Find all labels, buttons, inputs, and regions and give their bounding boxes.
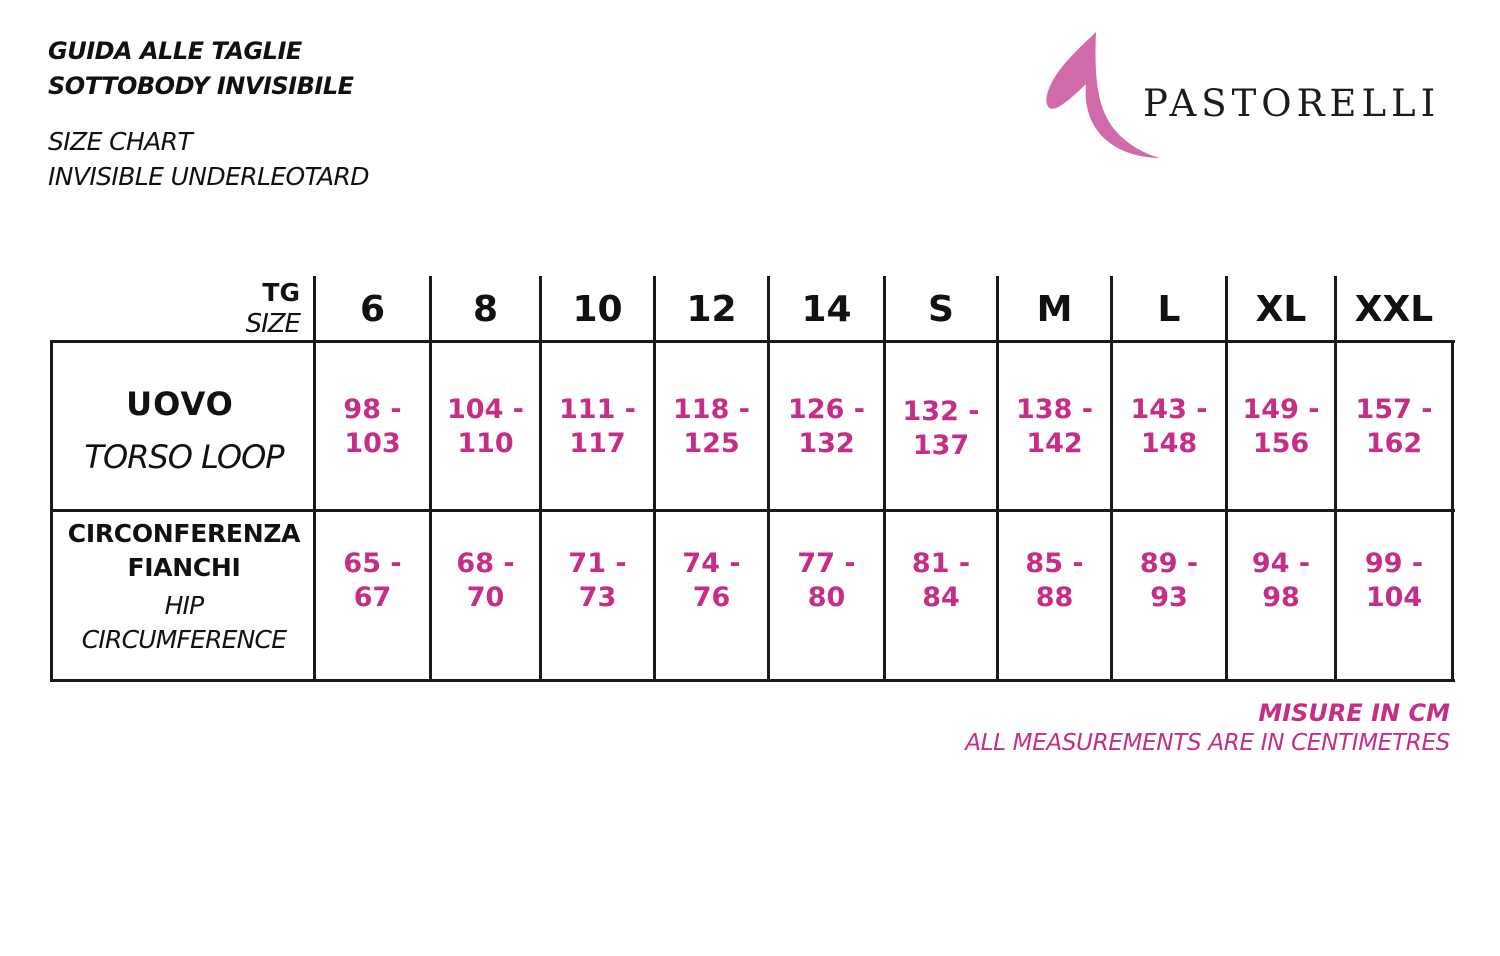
torso-loop-cell: 98 - 103 bbox=[343, 394, 402, 459]
row-label-torso-italian: UOVO bbox=[126, 385, 234, 423]
row-label-hip-english-line1: HIP bbox=[164, 591, 204, 620]
torso-loop-cell: 111 - 117 bbox=[559, 394, 636, 459]
size-header-12: 12 bbox=[686, 289, 737, 330]
hip-circumference-cell: 81 - 84 bbox=[911, 548, 971, 613]
size-label-italian: TG bbox=[262, 278, 300, 307]
row-label-hip-italian bbox=[53, 517, 315, 585]
hip-circumference-cell: 99 - 104 bbox=[1364, 548, 1424, 613]
torso-loop-cell: 138 - 142 bbox=[1016, 394, 1093, 459]
row-label-hip-english-line2: CIRCUMFERENCE bbox=[81, 625, 287, 654]
hip-circumference-cell: 85 - 88 bbox=[1025, 548, 1084, 613]
size-header-10: 10 bbox=[572, 289, 623, 330]
torso-loop-cell: 126 - 132 bbox=[788, 394, 865, 459]
size-header-8: 8 bbox=[472, 289, 499, 330]
hip-circumference-cell: 74 - 76 bbox=[682, 548, 741, 613]
size-header-14: 14 bbox=[801, 289, 852, 330]
size-header-m: M bbox=[1036, 289, 1073, 330]
torso-loop-cell: 149 - 156 bbox=[1242, 394, 1320, 459]
size-header-6: 6 bbox=[359, 289, 386, 330]
units-note-english: ALL MEASUREMENTS ARE IN CENTIMETRES bbox=[965, 730, 1450, 756]
torso-loop-cell: 143 - 148 bbox=[1130, 394, 1208, 459]
torso-loop-cell: 157 - 162 bbox=[1355, 394, 1433, 459]
torso-loop-cell: 132 - 137 bbox=[902, 396, 980, 461]
hip-circumference-cell: 65 - 67 bbox=[343, 548, 402, 613]
row-label-hip-english bbox=[53, 589, 315, 657]
size-label-english: SIZE bbox=[245, 309, 300, 339]
torso-loop-cell: 104 - 110 bbox=[447, 394, 524, 459]
size-header-l: L bbox=[1157, 289, 1181, 330]
title-english-line2: INVISIBLE UNDERLEOTARD bbox=[48, 162, 369, 191]
table-border-bottom bbox=[50, 679, 1455, 682]
title-italian-line1: GUIDA ALLE TAGLIE bbox=[48, 37, 302, 65]
hip-circumference-cell: 77 - 80 bbox=[797, 548, 856, 613]
hip-circumference-cell: 68 - 70 bbox=[456, 548, 515, 613]
title-english-line1: SIZE CHART bbox=[48, 127, 193, 156]
brand-logo bbox=[1040, 28, 1460, 163]
units-note-italian: MISURE IN CM bbox=[1258, 699, 1450, 727]
title-block bbox=[48, 34, 568, 194]
row-label-torso-english: TORSO LOOP bbox=[84, 438, 284, 476]
size-header-xl: XL bbox=[1255, 289, 1307, 330]
size-header-s: S bbox=[928, 289, 954, 330]
title-italian-line2: SOTTOBODY INVISIBILE bbox=[48, 72, 354, 100]
row-label-hip-italian-line2: FIANCHI bbox=[127, 553, 241, 582]
hip-circumference-cell: 71 - 73 bbox=[568, 548, 627, 613]
size-header-xxl: XXL bbox=[1354, 289, 1434, 330]
hip-circumference-cell: 94 - 98 bbox=[1251, 548, 1311, 613]
row-label-hip-italian-line1: CIRCONFERENZA bbox=[67, 519, 301, 548]
brand-name: PASTORELLI bbox=[1143, 82, 1441, 125]
hip-circumference-cell: 89 - 93 bbox=[1139, 548, 1199, 613]
torso-loop-cell: 118 - 125 bbox=[673, 394, 750, 459]
table-border-right bbox=[1451, 340, 1454, 682]
